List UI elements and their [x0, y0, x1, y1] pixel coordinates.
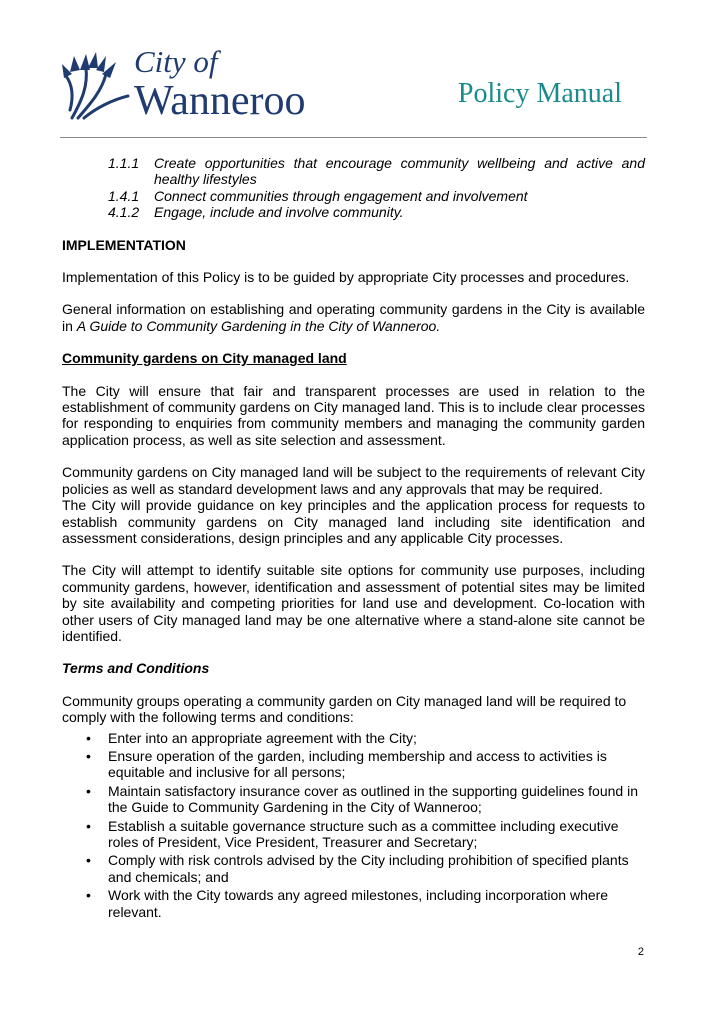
implementation-heading: IMPLEMENTATION [62, 236, 186, 253]
paragraph: Community gardens on City managed land will be subject to the requirements of relevant City policies as well as standard development laws and any approvals that may be required. [62, 464, 645, 497]
bullet-icon: • [86, 852, 91, 869]
bullet-icon: • [86, 887, 91, 904]
terms-list [62, 730, 645, 920]
bullet-icon: • [86, 817, 91, 834]
logo-wanneroo: Wanneroo [134, 78, 306, 124]
list-item: 4.1.2 Engage, include and involve community. [108, 204, 404, 221]
list-item: • Work with the City towards any agreed milestones, including incorporation where relevant. [62, 887, 645, 920]
list-item: • Ensure operation of the garden, including membership and access to activities is equitable and inclusive for all persons; [62, 748, 645, 781]
paragraph: The City will attempt to identify suitable site options for community use purposes, including community gardens, however, identification and assessment of potential sites may be limited by site availability and competing priorities for land use and development. Co-location with other users of City managed land may be one alternative where a stand-alone site cannot be identified. [62, 562, 645, 644]
list-item: 1.4.1 Connect communities through engagement and involvement [108, 187, 528, 204]
bullet-icon: • [86, 782, 91, 799]
managed-land-heading: Community gardens on City managed land [62, 350, 347, 367]
paragraph: The City will provide guidance on key principles and the application process for requests to establish community gardens on City managed land including site identification and assessment considerations, design principles and any applicable City processes. [62, 497, 645, 546]
paragraph: The City will ensure that fair and transparent processes are used in relation to the establishment of community gardens on City managed land. This is to include clear processes for responding to enquiries from community members and managing the community garden application process, as well as site selection and assessment. [62, 382, 645, 448]
terms-heading: Terms and Conditions [62, 660, 210, 677]
page-header [0, 0, 706, 140]
list-item: • Enter into an appropriate agreement with the City; [62, 730, 645, 746]
list-item: 1.1.1 Create opportunities that encourage community wellbeing and active and healthy lifestyles [108, 155, 645, 188]
header-divider [60, 137, 647, 138]
list-item: • Establish a suitable governance structure such as a committee including executive roles of President, Vice President, Treasurer and Secretary; [62, 818, 645, 851]
strategic-outcomes-list [108, 155, 645, 221]
paragraph: General information on establishing and operating community gardens in the City is available in A Guide to Community Gardening in the City of Wanneroo. [62, 301, 645, 334]
paragraph: Implementation of this Policy is to be guided by appropriate City processes and procedures. [62, 269, 630, 286]
document-title: Policy Manual [457, 78, 622, 109]
banksia-logo-icon [62, 50, 134, 122]
document-body [62, 155, 645, 922]
bullet-icon: • [86, 747, 91, 764]
list-item: • Maintain satisfactory insurance cover as outlined in the supporting guidelines found in the Guide to Community Gardening in the City of Wanneroo; [62, 783, 645, 816]
paragraph: Community groups operating a community garden on City managed land will be required to comply with the following terms and conditions: [62, 692, 627, 726]
page-number: 2 [637, 946, 644, 958]
logo-city-of: City of [134, 44, 218, 79]
guide-title: A Guide to Community Gardening in the City of Wanneroo. [76, 317, 441, 334]
bullet-icon: • [86, 729, 91, 746]
list-item: • Comply with risk controls advised by the City including prohibition of specified plants and chemicals; and [62, 852, 645, 885]
